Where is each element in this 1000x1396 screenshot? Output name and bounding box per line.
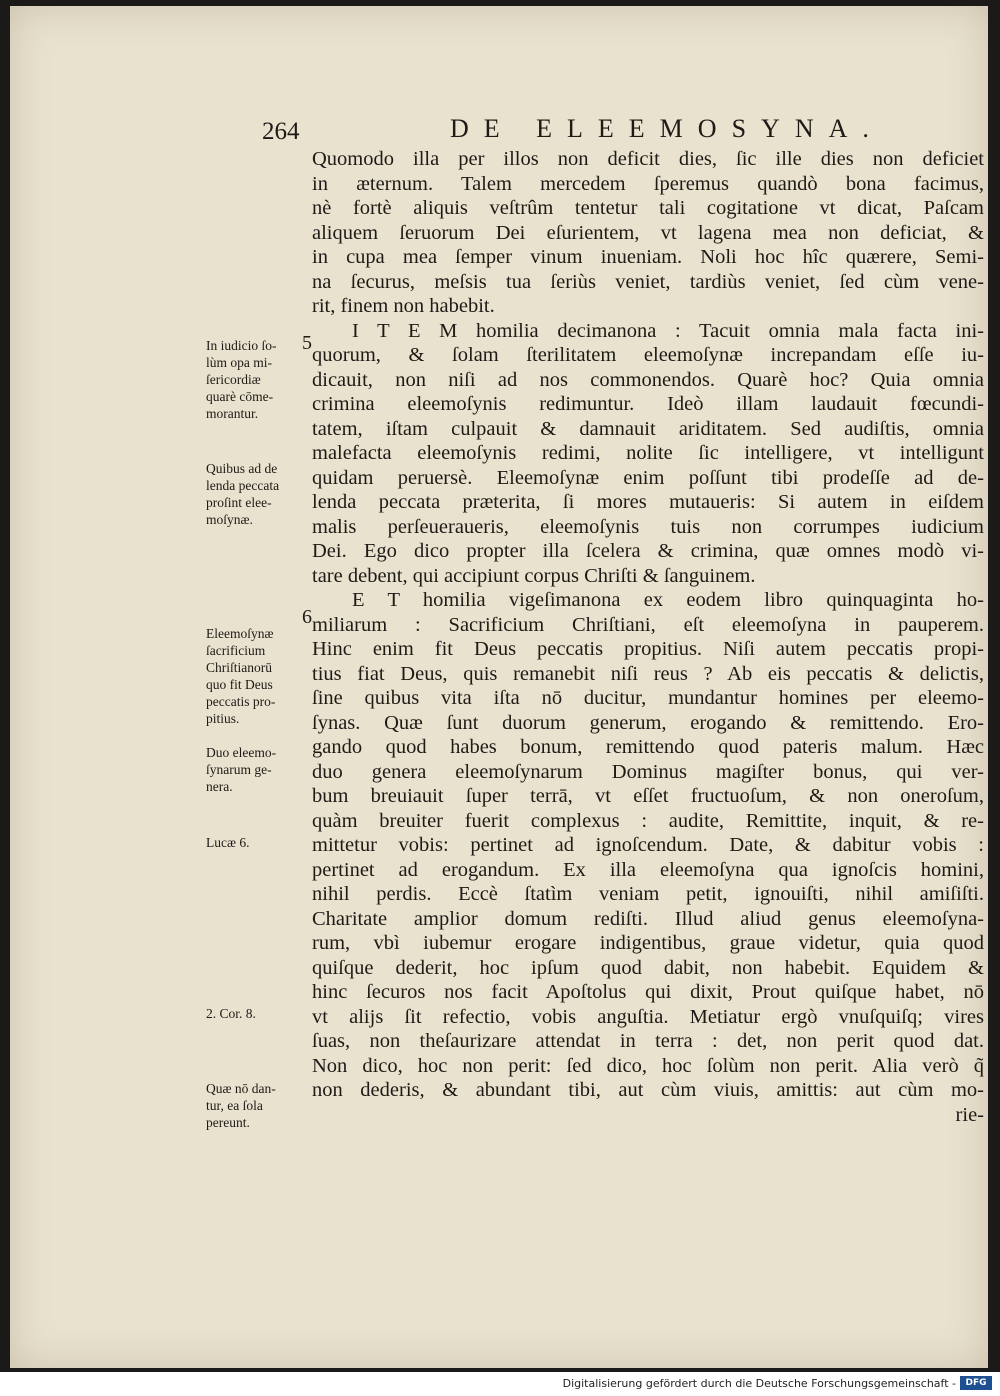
text-line: in æternum. Talem mercedem ſperemus quandò bona facimus, [312, 172, 984, 195]
margin-note-line: ſacrificium [206, 643, 266, 658]
section-number: 6 [302, 606, 312, 628]
text-line: in cupa mea ſemper vinum inueniam. Noli hoc hîc quærere, Semi- [312, 246, 984, 268]
margin-note-line: quo fit Deus [206, 677, 273, 692]
text-line: Quomodo illa per illos non deficit dies, ſic ille dies non deficiet [312, 148, 984, 170]
text-line: rit, finem non habebit. [312, 295, 495, 317]
text-line: pertinet ad erogandum. Ex illa eleemoſyna qua ignoſcis homini, [312, 858, 984, 881]
margin-note-line: Chriſtianorū [206, 660, 272, 675]
text-line: ſuas, non theſaurizare attendat in terra : det, non perit quod dat. [312, 1030, 984, 1052]
text-line: rie- [955, 1103, 984, 1126]
text-line: crimina eleemoſynis redimuntur. Ideò illam laudauit fœcundi- [312, 393, 984, 415]
text-line: mittetur vobis: pertinet ad ignoſcendum. Date, & dabitur vobis : [312, 834, 984, 856]
margin-note-line: peccatis pro- [206, 694, 276, 709]
margin-note-line: proſint elee- [206, 495, 272, 510]
text-line: aliquem ſeruorum Dei eſurientem, vt lagena mea non deficiat, & [312, 221, 984, 244]
text-line: quàm breuiter fuerit complexus : audite, Remittite, inquit, & re- [312, 809, 984, 832]
margin-note-line: Eleemoſynæ [206, 626, 274, 641]
margin-note-line: tur, ea ſola [206, 1098, 263, 1113]
text-line: tatem, iſtam culpauit & damnauit ariditatem. Sed audiſtis, omnia [312, 417, 984, 440]
dfg-logo: DFG [960, 1376, 992, 1390]
margin-note-line: lùm opa mi- [206, 355, 272, 370]
text-line: dicauit, non niſi ad nos commonendos. Quarè hoc? Quia omnia [312, 368, 984, 391]
margin-note-line: Duo eleemo- [206, 745, 277, 760]
margin-note [206, 1005, 316, 1022]
text-line: Dei. Ego dico propter illa ſcelera & crimina, quæ omnes modò vi- [312, 540, 984, 562]
text-line: hinc ſecuros nos facit Apoſtolus qui dixit, Prout quiſque habet, nō [312, 981, 984, 1003]
margin-note-line: lenda peccata [206, 478, 280, 493]
text-line: tius fiat Deus, quis remanebit niſi reus ? Ab eis peccatis & delictis, [312, 662, 984, 685]
book-page [10, 6, 988, 1368]
text-line: quidam peruersè. Eleemoſynæ enim poſſunt tibi prodeſſe ad de- [312, 466, 984, 489]
text-line: non dederis, & abundant tibi, aut cùm viuis, amittis: aut cùm mo- [312, 1079, 984, 1101]
margin-note [206, 744, 316, 795]
margin-note-line: Quibus ad de [206, 461, 278, 476]
text-line: Hinc enim fit Deus peccatis propitius. Niſi autem peccatis propi- [312, 638, 984, 660]
text-line: ſine quibus vita iſta nō ducitur, mundantur homines per eleemo- [312, 687, 984, 709]
margin-note [206, 834, 316, 851]
text-line: Non dico, hoc non perit: ſed dico, hoc ſolùm non perit. Alia verò q̃ [312, 1054, 984, 1077]
page-number: 264 [262, 118, 300, 145]
margin-note [206, 1080, 316, 1131]
margin-note [206, 625, 316, 727]
text-line: quorum, & ſolam ſterilitatem eleemoſynæ increpandam eſſe iu- [312, 344, 984, 366]
text-line: nihil perdis. Eccè ſtatìm veniam petit, ignouiſti, nihil amiſiſti. [312, 883, 984, 905]
margin-note-line: Lucæ 6. [206, 835, 250, 850]
text-line: ſynas. Quæ ſunt duorum generum, erogando & remittendo. Ero- [312, 711, 984, 734]
margin-note-line: ſericordiæ [206, 372, 261, 387]
text-line: nè fortè aliquis veſtrûm tentetur tali cogitatione vt dicat, Paſcam [312, 197, 984, 219]
text-line: duo genera eleemoſynarum Dominus magiſter bonus, qui ver- [312, 760, 984, 783]
margin-note-line: pereunt. [206, 1115, 250, 1130]
margin-note-line: In iudicio ſo- [206, 338, 277, 353]
margin-note [206, 460, 316, 528]
section-number: 5 [302, 332, 312, 354]
margin-note-line: Quæ nō dan- [206, 1081, 276, 1096]
text-line: malis perſeueraueris, eleemoſynis tuis non corrumpes iudicium [312, 515, 984, 538]
funding-credit: Digitalisierung gefördert durch die Deutsche Forschungsgemeinschaft - [562, 1377, 956, 1390]
margin-note-line: ſynarum ge- [206, 762, 272, 777]
margin-note-line: pitius. [206, 711, 240, 726]
text-line: vt alijs ſit refectio, vobis anguſtia. Metiatur ergò vnuſquiſq; vires [312, 1005, 984, 1028]
text-line: lenda peccata præterita, ſi mores mutaueris: Si autem in eiſdem [312, 491, 984, 513]
text-line: I T E M homilia decimanona : Tacuit omnia mala facta ini- [352, 319, 984, 342]
text-line: quiſque dederit, hoc ipſum quod dabit, non habebit. Equidem & [312, 956, 984, 979]
margin-note-line: morantur. [206, 406, 259, 421]
text-line: bum breuiauit ſuper terrā, vt eſſet fructuoſum, & non oneroſum, [312, 785, 984, 807]
text-line: E T homilia vigeſimanona ex eodem libro quinquaginta ho- [352, 589, 984, 611]
text-line: rum, vbì iubemur erogare indigentibus, graue videtur, quia quod [312, 932, 984, 954]
text-line: na ſecurus, meſsis tua ſeriùs veniet, tardiùs veniet, ſed cùm vene- [312, 270, 984, 293]
text-line: tare debent, qui accipiunt corpus Chriſti & ſanguinem. [312, 564, 756, 587]
footer-bar [0, 1372, 1000, 1396]
text-line: miliarum : Sacrificium Chriſtiani, eſt eleemoſyna in pauperem. [312, 613, 984, 636]
text-line: gando quod habes bonum, remittendo quod pateris malum. Hæc [312, 736, 984, 758]
margin-note-line: nera. [206, 779, 233, 794]
margin-note [206, 337, 316, 422]
running-title: DE ELEEMOSYNA. [450, 114, 884, 143]
text-line: malefacta eleemoſynis redimi, nolite ſic intelligere, vt intelligunt [312, 442, 984, 464]
margin-note-line: 2. Cor. 8. [206, 1006, 256, 1021]
margin-note-line: quarè cōme- [206, 389, 274, 404]
margin-note-line: moſynæ. [206, 512, 253, 527]
text-line: Charitate amplior domum rediſti. Illud aliud genus eleemoſyna- [312, 907, 984, 930]
